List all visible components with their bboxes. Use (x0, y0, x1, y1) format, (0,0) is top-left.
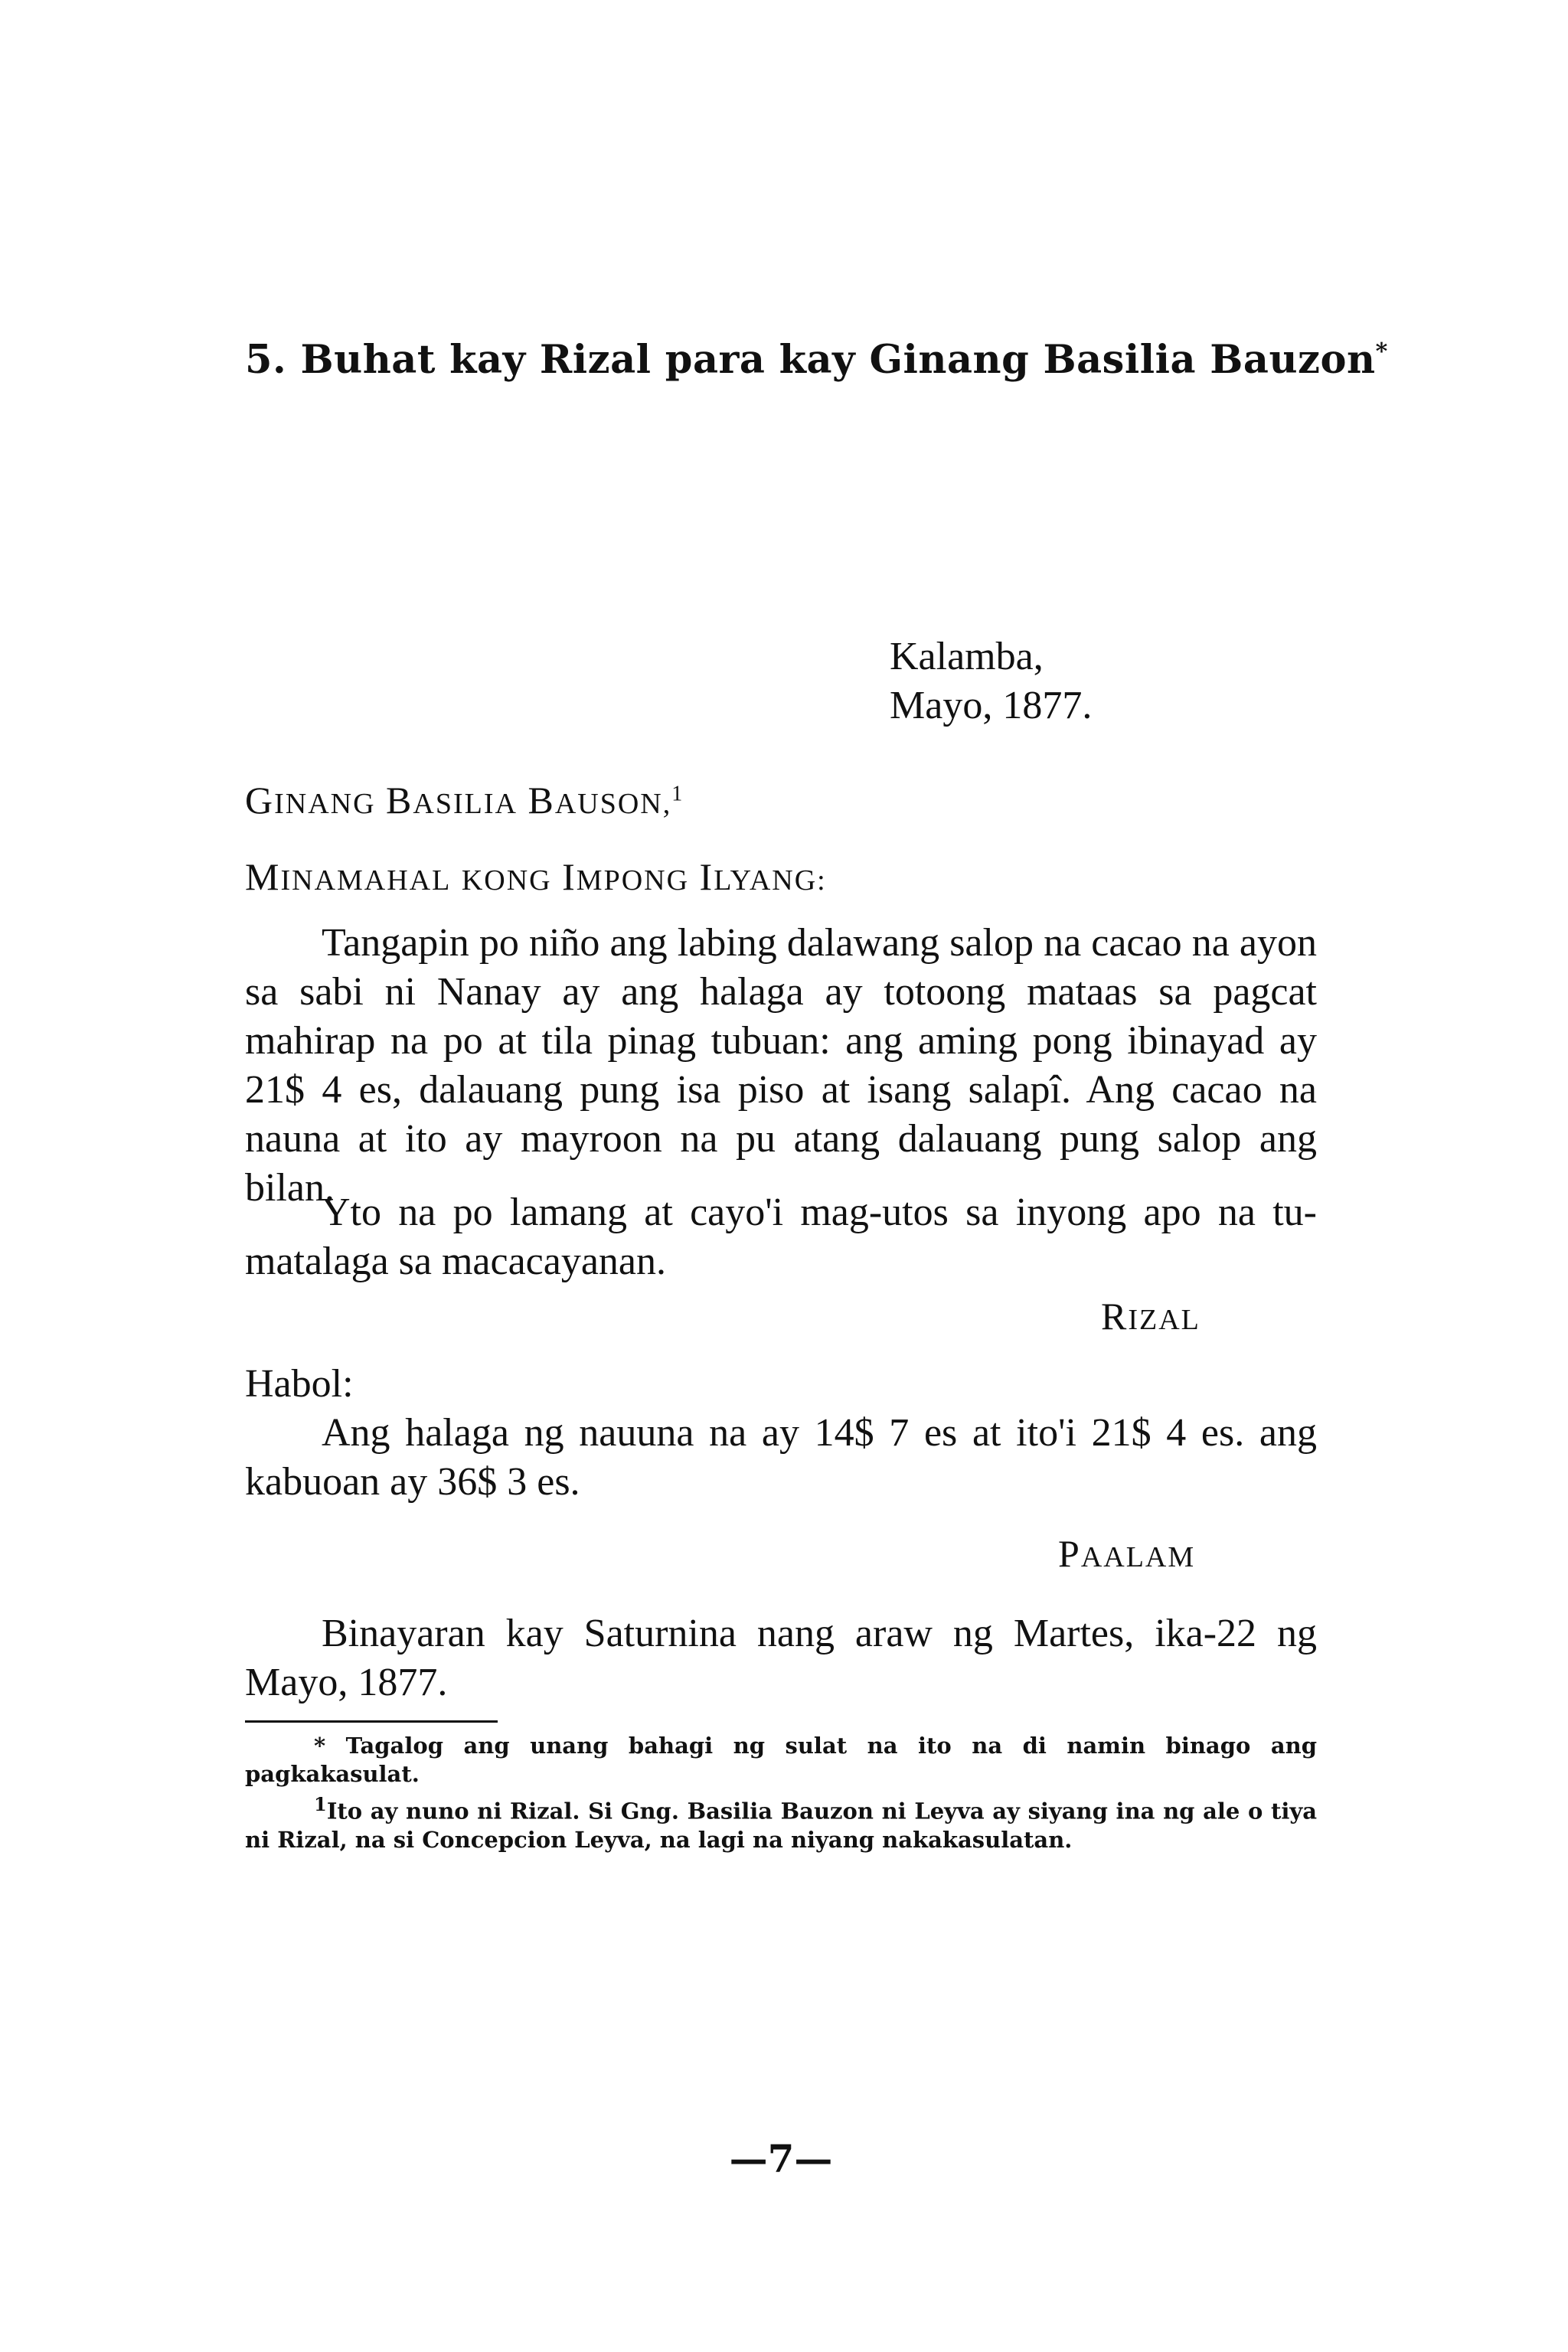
heading-footnote-marker: * (1375, 338, 1388, 365)
footnote-text: Ito ay nuno ni Rizal. Si Gng. Basilia Bauzon ni Leyva ay siyang ina ng ale o tiya ni Rizal, na si Concepcion Leyva, na lagi na niyang nakakasulatan. (245, 1798, 1317, 1853)
postscript-text: Ang halaga ng nauuna na ay 14$ 7 es at ito'i 21$ 4 es. ang kabuoan ay 36$ 3 es. (245, 1411, 1317, 1504)
signature-paalam: PAALAM (1058, 1532, 1196, 1575)
footnote-1 (245, 1790, 1317, 1854)
letter-place: Kalamba, (890, 635, 1044, 678)
addressee-footnote-marker: 1 (671, 782, 684, 806)
body-paragraph-1: Tangapin po niño ang labing dalawang salop na cacao na ayon sa sabi ni Nanay ay ang halaga ay totoong mataas sa pagcat mahirap na po at tila pinag tubuan: ang aming pong ibinayad ay 21$ 4 es, dalauang pung isa piso at isang salapî. Ang cacao na nauna at ito ay mayroon na pu atang dalauang pung salop ang bilan. (245, 921, 1317, 1210)
body-paragraph-2: Yto na po lamang at cayo'i mag-utos sa inyong apo na tumatalaga sa macacayanan. (245, 1191, 1317, 1283)
footnote-divider (245, 1720, 498, 1723)
page-number: —7— (729, 2136, 833, 2181)
letter-date: Mayo, 1877. (890, 684, 1093, 727)
footnote-marker: * (314, 1733, 326, 1759)
heading-number: 5. (245, 337, 287, 383)
footnote-asterisk (245, 1732, 1317, 1788)
footnote-marker: 1 (314, 1793, 327, 1815)
letter-heading (245, 337, 1388, 383)
signature-rizal: RIZAL (1101, 1295, 1200, 1338)
footnote-text: Tagalog ang unang bahagi ng sulat na ito na di namin binago ang pagkakasulat. (245, 1733, 1317, 1787)
heading-title: Buhat kay Rizal para kay Ginang Basilia Bauzon (300, 337, 1376, 383)
addressee-line: GINANG BASILIA BAUSON,$^1$ (245, 779, 684, 822)
letter-place-date (890, 632, 1092, 730)
payment-note: Binayaran kay Saturnina nang araw ng Martes, ika-22 ng Mayo, 1877. (245, 1612, 1317, 1704)
postscript-label: Habol: (245, 1362, 354, 1406)
salutation-line: MINAMAHAL KONG IMPONG ILYANG: (245, 855, 827, 898)
